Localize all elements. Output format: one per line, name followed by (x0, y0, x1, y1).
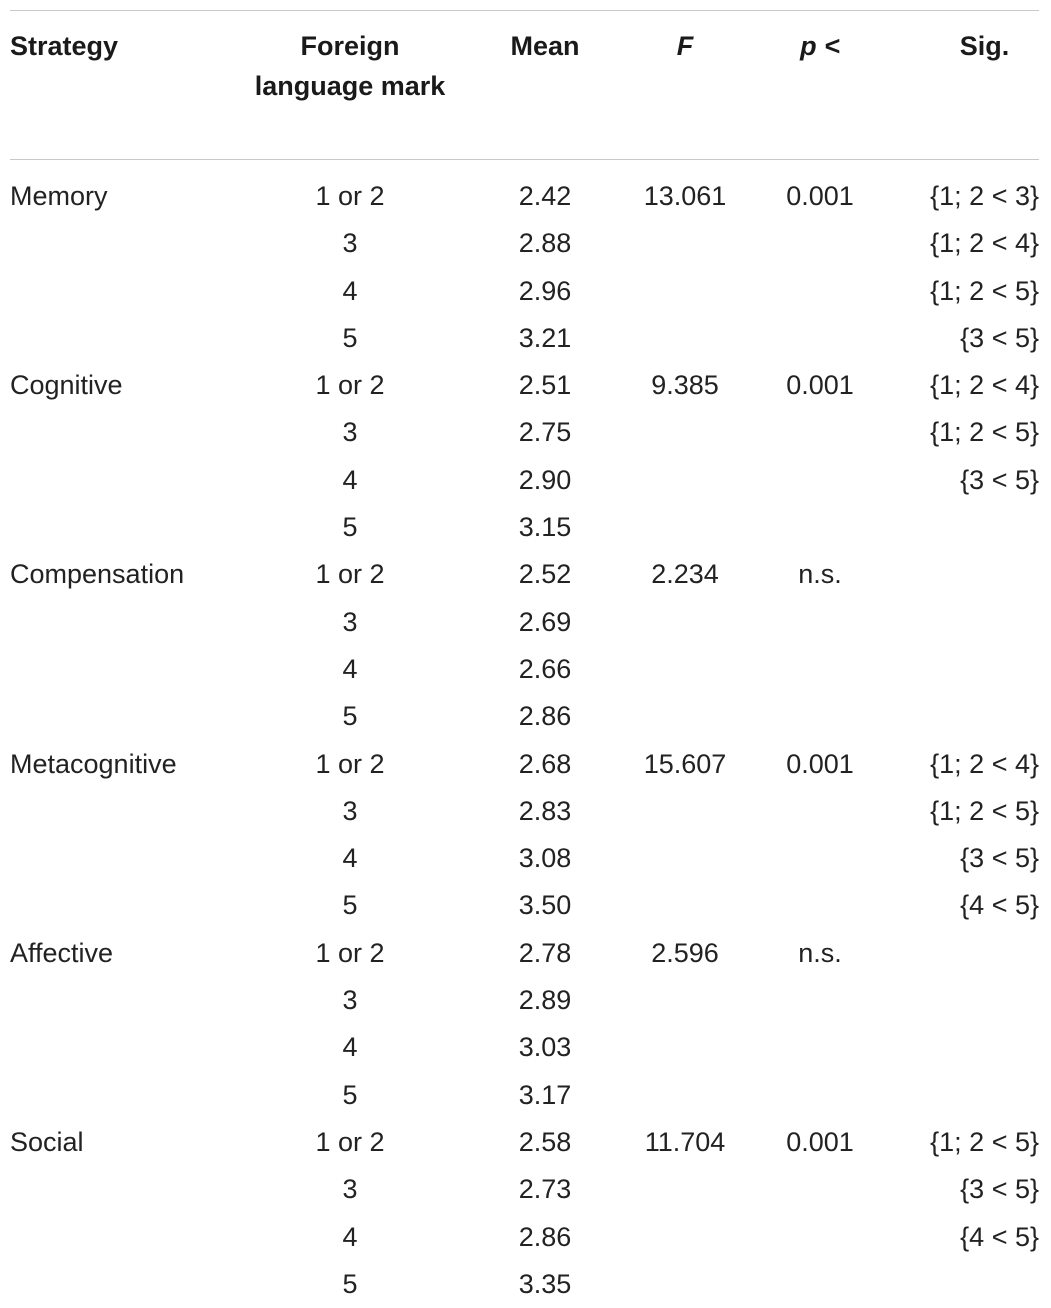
cell-mean: 2.83 (518, 795, 572, 826)
table-row (10, 551, 1039, 598)
cell-p (730, 1024, 910, 1071)
cell-p: 0.001 (786, 748, 854, 779)
table-row (10, 315, 1039, 362)
table-row (10, 882, 1039, 929)
cell-sig: {1; 2 < 5} (930, 795, 1039, 826)
cell-p (730, 977, 910, 1024)
cell-p (730, 1214, 910, 1261)
cell-sig (910, 1072, 1039, 1119)
cell-p (730, 646, 910, 693)
cell-sig: {1; 2 < 5} (930, 417, 1039, 448)
cell-foreign-language-mark: 5 (342, 1268, 358, 1299)
cell-p (730, 1166, 910, 1213)
cell-sig: {3 < 5} (960, 1174, 1039, 1205)
cell-sig: {1; 2 < 5} (930, 1126, 1039, 1157)
cell-f (640, 457, 730, 504)
cell-mean: 3.15 (518, 512, 572, 543)
cell-foreign-language-mark: 1 or 2 (315, 181, 385, 211)
cell-foreign-language-mark: 1 or 2 (315, 370, 385, 401)
cell-sig: {3 < 5} (960, 322, 1039, 353)
cell-mean: 2.69 (518, 606, 572, 637)
header-f: F (676, 31, 694, 61)
cell-mean: 2.52 (518, 559, 572, 590)
cell-strategy (10, 693, 250, 740)
cell-foreign-language-mark: 5 (342, 701, 358, 732)
table-row (10, 977, 1039, 1024)
cell-sig: {4 < 5} (960, 1221, 1039, 1252)
cell-mean: 3.17 (518, 1079, 572, 1110)
cell-p: 0.001 (786, 181, 854, 211)
cell-f (640, 599, 730, 646)
header-mean: Mean (510, 31, 580, 61)
table-row (10, 1119, 1039, 1166)
cell-strategy: Cognitive (10, 370, 123, 401)
cell-p (730, 268, 910, 315)
table-row (10, 1024, 1039, 1071)
cell-foreign-language-mark: 4 (342, 464, 358, 495)
cell-foreign-language-mark: 4 (342, 843, 358, 874)
header-sig: Sig. (959, 31, 1010, 61)
cell-strategy: Metacognitive (10, 748, 177, 779)
cell-f: 9.385 (651, 370, 719, 401)
cell-mean: 3.03 (518, 1032, 572, 1063)
cell-strategy (10, 1072, 250, 1119)
cell-foreign-language-mark: 1 or 2 (315, 748, 385, 779)
table-header (10, 11, 1039, 159)
cell-p (730, 457, 910, 504)
cell-strategy (10, 504, 250, 551)
table-row (10, 741, 1039, 788)
cell-mean: 3.50 (518, 890, 572, 921)
cell-p (730, 1072, 910, 1119)
cell-sig (910, 504, 1039, 551)
cell-f (640, 1214, 730, 1261)
cell-f (640, 693, 730, 740)
cell-p (730, 835, 910, 882)
cell-mean: 2.58 (518, 1126, 572, 1157)
cell-mean: 2.78 (518, 937, 572, 968)
cell-mean: 2.86 (518, 701, 572, 732)
cell-mean: 2.75 (518, 417, 572, 448)
cell-sig (910, 599, 1039, 646)
cell-sig (910, 977, 1039, 1024)
cell-strategy (10, 1024, 250, 1071)
cell-f (640, 504, 730, 551)
cell-f: 11.704 (644, 1126, 726, 1157)
cell-strategy (10, 1261, 250, 1308)
header-strategy: Strategy (10, 31, 119, 61)
cell-p (730, 693, 910, 740)
cell-mean: 2.68 (518, 748, 572, 779)
table-row (10, 835, 1039, 882)
table-row (10, 409, 1039, 456)
table-row (10, 220, 1039, 267)
cell-mean: 2.42 (518, 181, 572, 211)
strategy-table (10, 11, 1039, 1308)
cell-mean: 2.88 (518, 228, 572, 259)
cell-p: n.s. (798, 559, 842, 590)
cell-strategy (10, 409, 250, 456)
cell-p (730, 882, 910, 929)
cell-f (640, 315, 730, 362)
table-row (10, 362, 1039, 409)
table-row (10, 504, 1039, 551)
header-row (10, 11, 1039, 159)
cell-strategy (10, 1214, 250, 1261)
cell-sig (910, 646, 1039, 693)
cell-foreign-language-mark: 3 (342, 606, 358, 637)
cell-strategy (10, 977, 250, 1024)
cell-foreign-language-mark: 1 or 2 (315, 937, 385, 968)
cell-foreign-language-mark: 3 (342, 417, 358, 448)
table-row (10, 268, 1039, 315)
cell-f (640, 1261, 730, 1308)
cell-p (730, 599, 910, 646)
cell-foreign-language-mark: 4 (342, 1032, 358, 1063)
cell-sig: {3 < 5} (960, 843, 1039, 874)
cell-foreign-language-mark: 3 (342, 795, 358, 826)
cell-f (640, 220, 730, 267)
table-row (10, 788, 1039, 835)
cell-p (730, 220, 910, 267)
cell-strategy (10, 457, 250, 504)
cell-strategy (10, 599, 250, 646)
cell-f (640, 268, 730, 315)
table-row (10, 693, 1039, 740)
header-p: p < (800, 31, 840, 61)
cell-sig (910, 693, 1039, 740)
cell-f: 15.607 (643, 748, 727, 779)
table-row (10, 1214, 1039, 1261)
cell-strategy: Compensation (10, 559, 185, 590)
table-row (10, 1166, 1039, 1213)
cell-f (640, 1166, 730, 1213)
cell-foreign-language-mark: 4 (342, 275, 358, 306)
cell-foreign-language-mark: 3 (342, 228, 358, 259)
cell-f: 2.596 (651, 937, 719, 968)
cell-strategy (10, 1166, 250, 1213)
cell-p (730, 788, 910, 835)
cell-foreign-language-mark: 4 (342, 1221, 358, 1252)
cell-foreign-language-mark: 5 (342, 322, 358, 353)
cell-strategy (10, 220, 250, 267)
cell-p (730, 1261, 910, 1308)
cell-sig: {1; 2 < 4} (930, 228, 1039, 259)
cell-strategy (10, 788, 250, 835)
cell-mean: 3.35 (518, 1268, 572, 1299)
cell-f: 13.061 (643, 181, 727, 211)
cell-f (640, 788, 730, 835)
cell-f (640, 977, 730, 1024)
table-row (10, 457, 1039, 504)
table-row (10, 1072, 1039, 1119)
cell-sig: {4 < 5} (960, 890, 1039, 921)
cell-f: 2.234 (651, 559, 719, 590)
table-row (10, 1261, 1039, 1308)
cell-f (640, 882, 730, 929)
cell-sig (910, 930, 1039, 977)
cell-mean: 2.90 (518, 464, 572, 495)
cell-f (640, 409, 730, 456)
cell-foreign-language-mark: 3 (342, 985, 358, 1016)
cell-strategy (10, 268, 250, 315)
cell-strategy: Affective (10, 937, 114, 968)
table-row (10, 159, 1039, 220)
cell-sig: {1; 2 < 3} (930, 181, 1039, 211)
cell-strategy (10, 315, 250, 362)
table-row (10, 930, 1039, 977)
cell-sig (910, 1024, 1039, 1071)
cell-f (640, 646, 730, 693)
cell-foreign-language-mark: 4 (342, 653, 358, 684)
header-foreign-language-mark: Foreign language mark (254, 31, 446, 101)
cell-f (640, 1024, 730, 1071)
cell-foreign-language-mark: 1 or 2 (315, 1126, 385, 1157)
cell-p (730, 409, 910, 456)
cell-f (640, 1072, 730, 1119)
cell-strategy (10, 882, 250, 929)
cell-foreign-language-mark: 1 or 2 (315, 559, 385, 590)
cell-p (730, 504, 910, 551)
cell-sig (910, 1261, 1039, 1308)
cell-mean: 2.96 (518, 275, 572, 306)
cell-strategy (10, 835, 250, 882)
cell-foreign-language-mark: 5 (342, 1079, 358, 1110)
cell-strategy: Social (10, 1126, 84, 1157)
table-row (10, 599, 1039, 646)
table-row (10, 646, 1039, 693)
cell-sig: {3 < 5} (960, 464, 1039, 495)
cell-foreign-language-mark: 3 (342, 1174, 358, 1205)
cell-mean: 3.08 (518, 843, 572, 874)
cell-foreign-language-mark: 5 (342, 512, 358, 543)
cell-p: 0.001 (786, 1126, 854, 1157)
cell-mean: 3.21 (518, 322, 572, 353)
cell-sig: {1; 2 < 4} (930, 370, 1039, 401)
cell-strategy: Memory (10, 181, 108, 211)
cell-foreign-language-mark: 5 (342, 890, 358, 921)
cell-mean: 2.86 (518, 1221, 572, 1252)
cell-strategy (10, 646, 250, 693)
cell-sig (910, 551, 1039, 598)
cell-p: 0.001 (786, 370, 854, 401)
cell-sig: {1; 2 < 5} (930, 275, 1039, 306)
cell-f (640, 835, 730, 882)
cell-mean: 2.51 (518, 370, 572, 401)
cell-mean: 2.73 (518, 1174, 572, 1205)
cell-p: n.s. (798, 937, 842, 968)
cell-p (730, 315, 910, 362)
cell-mean: 2.89 (518, 985, 572, 1016)
table-body (10, 159, 1039, 1308)
cell-sig: {1; 2 < 4} (930, 748, 1039, 779)
cell-mean: 2.66 (518, 653, 572, 684)
